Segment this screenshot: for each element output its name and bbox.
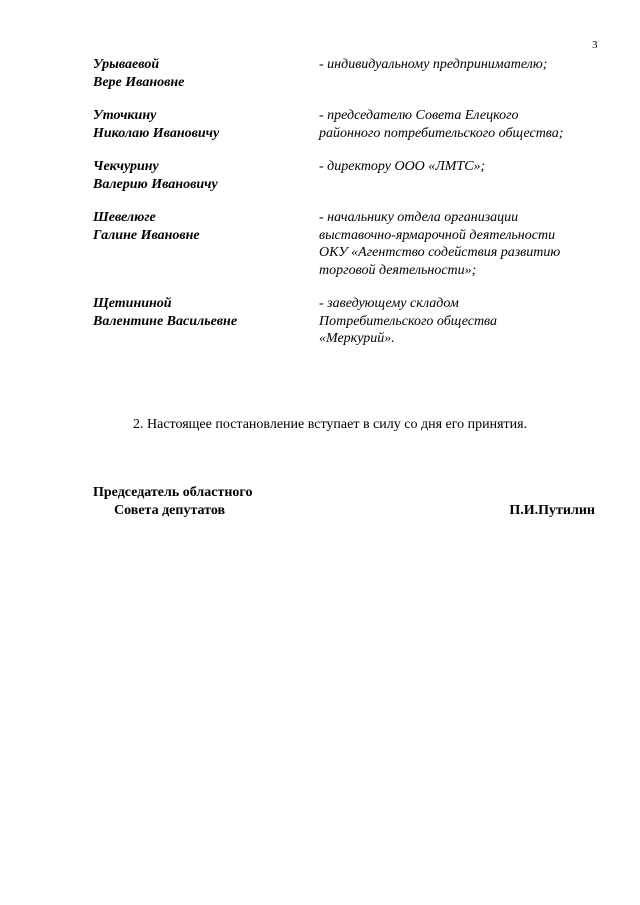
- recipient-name: [93, 295, 319, 348]
- position-line: ОКУ «Агентство содействия развитию: [319, 245, 561, 260]
- recipient-given-names: Валерию Ивановичу: [93, 176, 218, 192]
- award-entry-utochkin: [93, 107, 613, 142]
- position-line: «Меркурий».: [319, 331, 395, 346]
- position-line: районного потребительского общества;: [319, 125, 564, 141]
- award-entry-chekchurin: [93, 158, 613, 193]
- recipient-given-names: Галине Ивановне: [93, 227, 200, 243]
- recipient-name: [93, 56, 319, 91]
- recipient-given-names: Валентине Васильевне: [93, 313, 238, 329]
- award-list: [93, 56, 613, 364]
- signatory-title-line-2: Совета депутатов: [114, 502, 226, 518]
- position-line: - начальнику отдела организации: [319, 210, 519, 225]
- signatory-row: [93, 502, 595, 520]
- award-entry-shchetinina: [93, 295, 613, 348]
- recipient-surname: Уточкину: [93, 108, 157, 123]
- recipient-given-names: Вере Ивановне: [93, 74, 185, 90]
- recipient-surname: Урываевой: [93, 57, 160, 72]
- signatory-name: П.И.Путилин: [509, 502, 595, 518]
- recipient-surname: Щетининой: [93, 296, 172, 311]
- award-entry-shevelyuga: [93, 209, 613, 279]
- recipient-position: [319, 158, 609, 193]
- recipient-position: [319, 56, 609, 91]
- position-line: выставочно-ярмарочной деятельности: [319, 227, 556, 243]
- position-line: - индивидуальному предпринимателю;: [319, 57, 548, 72]
- clause-effective-date: 2. Настоящее постановление вступает в силу со дня его принятия.: [133, 417, 528, 432]
- position-line: - председателю Совета Елецкого: [319, 108, 519, 123]
- award-entry-urivaeva: [93, 56, 613, 91]
- position-line: - заведующему складом: [319, 296, 459, 311]
- position-line: торговой деятельности»;: [319, 262, 477, 278]
- signatory-title-line-1: Председатель областного: [93, 485, 253, 500]
- recipient-given-names: Николаю Ивановичу: [93, 125, 220, 141]
- page-number: 3: [592, 39, 598, 51]
- recipient-name: [93, 107, 319, 142]
- recipient-position: [319, 107, 609, 142]
- recipient-position: [319, 295, 609, 348]
- position-line: - директору ООО «ЛМТС»;: [319, 159, 486, 174]
- recipient-name: [93, 209, 319, 279]
- position-line: Потребительского общества: [319, 313, 498, 329]
- signature-block: [93, 484, 595, 519]
- recipient-surname: Шевелюге: [93, 210, 156, 225]
- recipient-position: [319, 209, 609, 279]
- recipient-surname: Чекчурину: [93, 159, 159, 174]
- recipient-name: [93, 158, 319, 193]
